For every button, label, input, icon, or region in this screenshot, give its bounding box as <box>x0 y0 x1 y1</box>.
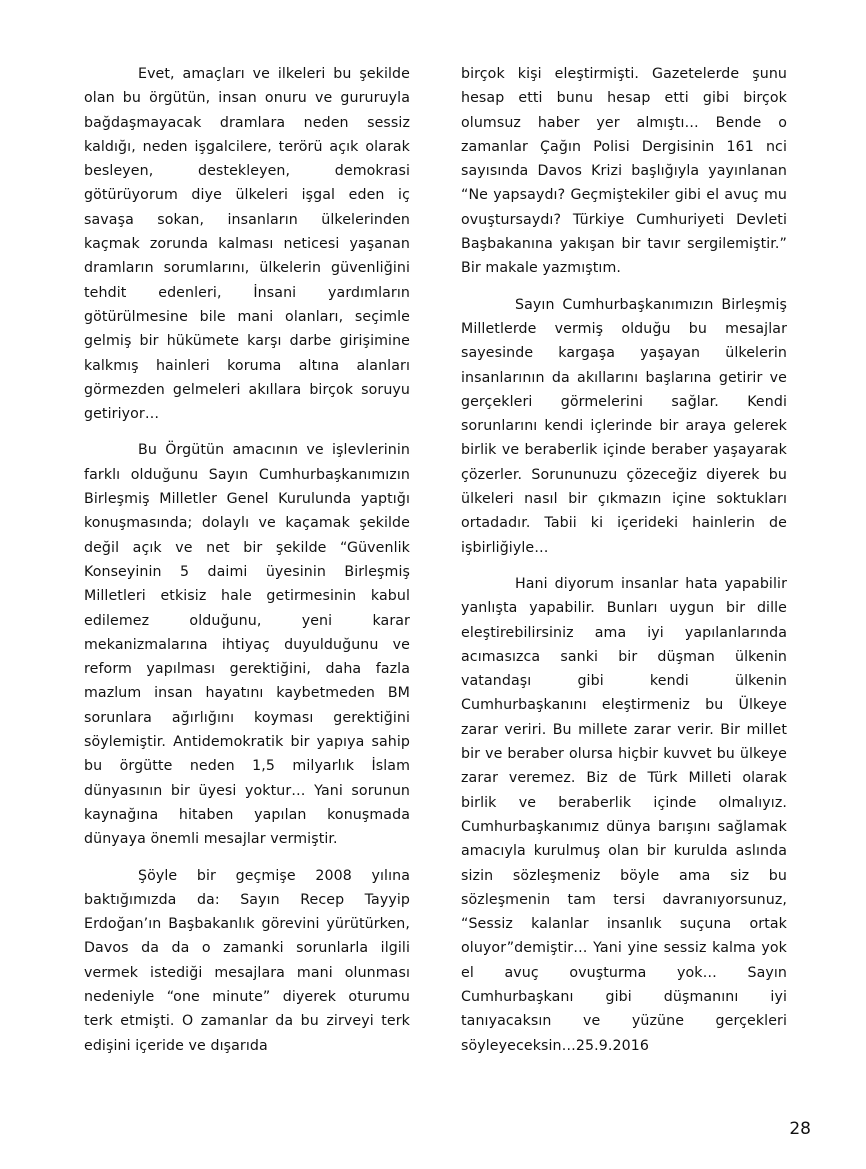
paragraph: Evet, amaçları ve ilkeleri bu şekilde olan bu örgütün, insan onuru ve gururuyla bağdaşmayacak dramlara neden sessiz kaldığı, neden işgalcilere, terörü açık olarak besleyen, destekleyen, demokrasi götürüyorum diye ülkeleri işgal eden iç savaşa sokan, insanların ülkelerinden kaçmak zorunda kalması neticesi yaşanan dramların sorumlarını, ülkelerin güvenliğini tehdit edenleri, İnsani yardımların götürülmesine bile mani olanları, seçimle gelmiş bir hükümete karşı darbe girişimine kalkmış hainleri koruma altına alanları görmezden gelmeleri akıllara birçok soruyu getiriyor… <box>84 66 410 423</box>
paragraph: Bu Örgütün amacının ve işlevlerinin farklı olduğunu Sayın Cumhurbaşkanımızın Birleşmiş Milletler Genel Kurulunda yaptığı konuşmasında; dolaylı ve kaçamak şekilde değil açık ve net bir şekilde “Güvenlik Konseyinin 5 daimi üyesinin Birleşmiş Milletleri etkisiz hale getirmesinin kabul edilemez olduğunu, yeni karar mekanizmalarına ihtiyaç duyulduğunu ve reform yapılması gerektiğini, daha fazla mazlum insan hayatını kaybetmeden BM sorunlara ağırlığını koyması gerektiğini söylemiştir. Antidemokratik bir yapıya sahip bu örgütte neden 1,5 milyarlık İslam dünyasının bir üyesi yoktur… Yani sorunun kaynağına hitaben yapılan konuşmada dünyaya önemli mesajlar vermiştir. <box>84 442 410 848</box>
paragraph: Sayın Cumhurbaşkanımızın Birleşmiş Milletlerde vermiş olduğu bu mesajlar sayesinde kargaşa yaşayan ülkelerin insanlarının da akıllarını başlarına getirir ve gerçekleri görmelerini sağlar. Kendi sorunlarını kendi içlerinde bir araya gelerek birlik ve beraberlik içinde beraber yaşayarak çözerler. Sorununuzu çözeceğiz diyerek bu ülkeleri nasıl bir çıkmazın içine soktukları ortadadır. Tabii ki içerideki hainlerin de işbirliğiyle… <box>461 296 787 556</box>
paragraph: Hani diyorum insanlar hata yapabilir yanlışta yapabilir. Bunları uygun bir dille eleştirebilirsiniz ama iyi yapılanlarında acımasızca sanki bir düşman ülkenin vatandaşı gibi kendi ülkenin Cumhurbaşkanını eleştirmeniz bu Ülkeye zarar veriri. Bu millete zarar verir. Bir millet bir ve beraber olursa hiçbir kuvvet bu ülkeye zarar veremez. Biz de Türk Milleti olarak birlik ve beraberlik içinde olmalıyız. Cumhurbaşkanımız dünya barışını sağlamak amacıyla kurulmuş olan bir kurulda aslında sizin sözleşmeniz böyle ama siz bu sözleşmenin tam tersi davranıyorsunuz, “Sessiz kalanlar insanlık suçuna ortak oluyor”demiştir… Yani yine sessiz kalma yok el avuç ovuşturma yok… Sayın Cumhurbaşkanı gibi düşmanını iyi tanıyacaksın ve yüzüne gerçekleri söyleyeceksin…25.9.2016 <box>461 575 787 1054</box>
paragraph-continued: birçok kişi eleştirmişti. Gazetelerde şunu hesap etti bunu hesap etti gibi birçok olumsuz haber yer almıştı… Bende o zamanlar Çağın Polisi Dergisinin 161 nci sayısında Davos Krizi başlığıyla yayınlanan “Ne yapsaydı? Geçmiştekiler gibi el avuç mu ovuştursaydı? Türkiye Cumhuriyeti Devleti Başbakanına yakışan bir tavır sergilemiştir.” Bir makale yazmıştım. <box>461 66 787 277</box>
paragraph: Şöyle bir geçmişe 2008 yılına baktığımızda da: Sayın Recep Tayyip Erdoğan’ın Başbakanlık görevini yürütürken, Davos da da o zamanki sorunlarla ilgili vermek istediği mesajlara mani olunması nedeniyle “one minute” diyerek oturumu terk etmişti. O zamanlar da bu zirveyi terk edişini içeride ve dışarıda <box>84 867 410 1054</box>
left-column <box>84 62 410 1070</box>
right-column <box>461 62 787 1070</box>
page-number: 28 <box>789 1119 811 1139</box>
